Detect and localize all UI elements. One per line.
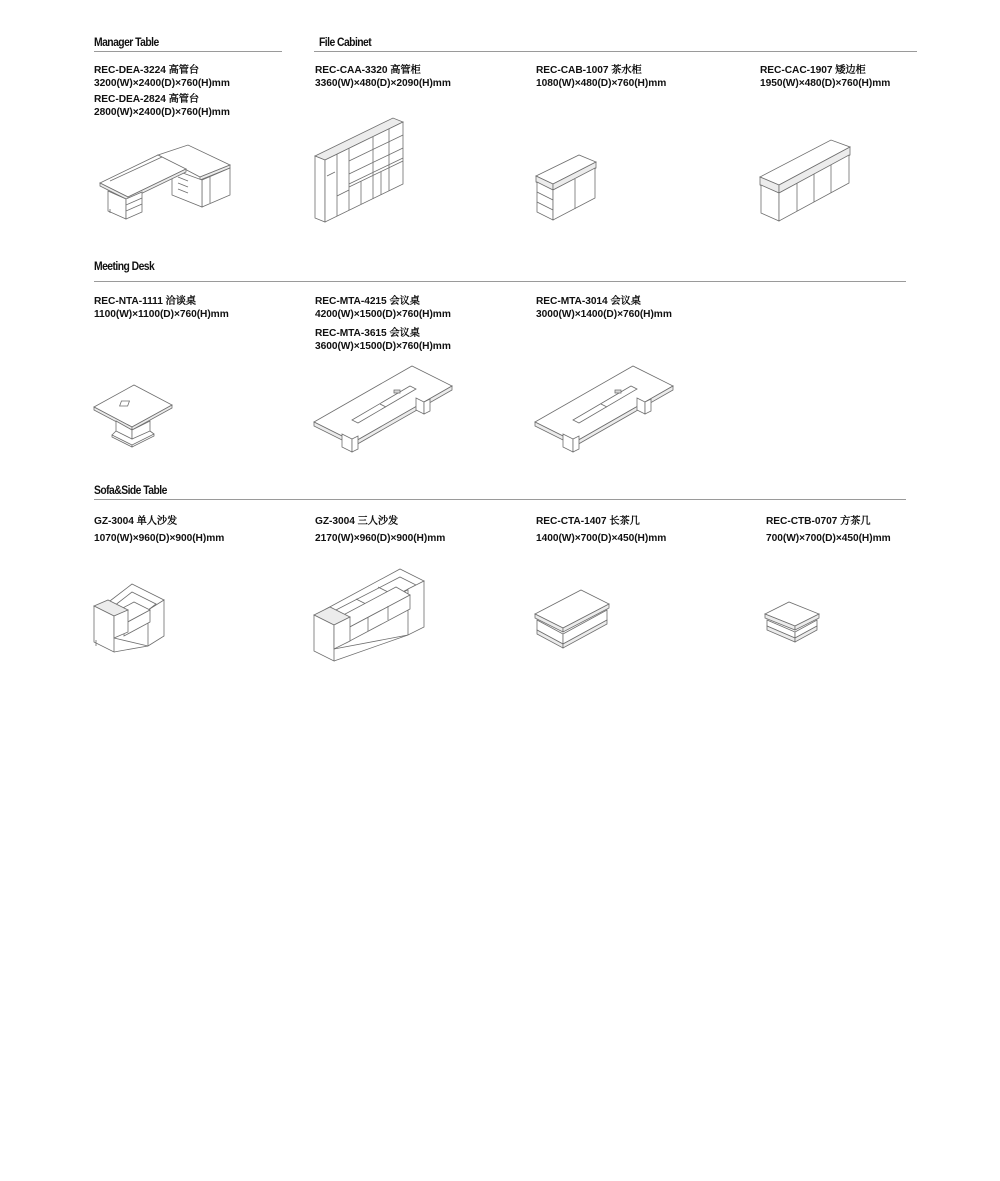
product-size: 1950(W)×480(D)×760(H)mm [760,78,891,89]
square-coffee-table-illustration [763,600,823,646]
product-code: GZ-3004 三人沙发 [315,516,399,527]
product-spec [536,295,672,321]
product-code: REC-CAC-1907 矮边柜 [760,65,866,76]
product-size: 1100(W)×1100(D)×760(H)mm [94,309,229,320]
long-coffee-table-illustration [533,588,613,652]
product-spec [315,513,445,547]
product-size: 4200(W)×1500(D)×760(H)mm [315,309,451,320]
product-spec [536,64,666,90]
file-cabinet-illustration [313,116,405,223]
product-spec [536,513,666,547]
product-size: 1400(W)×700(D)×450(H)mm [536,533,667,544]
section-title-meeting-desk: Meeting Desk [94,261,155,273]
product-code: REC-MTA-4215 会议桌 [315,296,420,307]
product-code: GZ-3004 单人沙发 [94,516,178,527]
tea-cabinet-illustration [533,152,599,222]
product-size: 3360(W)×480(D)×2090(H)mm [315,78,451,89]
product-code: REC-NTA-1111 洽谈桌 [94,296,197,307]
product-spec [315,64,451,90]
side-cabinet-illustration [757,137,853,223]
section-rule [94,499,906,500]
section-rule [314,51,917,52]
section-title-file-cabinet: File Cabinet [319,37,372,49]
product-code: REC-CTB-0707 方茶几 [766,516,871,527]
product-size: 3000(W)×1400(D)×760(H)mm [536,309,672,320]
discussion-table-illustration [92,383,174,449]
product-size: 1070(W)×960(D)×900(H)mm [94,533,225,544]
section-title-sofa-side-table: Sofa&Side Table [94,485,167,497]
product-size: 3600(W)×1500(D)×760(H)mm [315,341,451,352]
product-code: REC-MTA-3615 会议桌 [315,328,420,339]
product-spec [94,513,224,547]
single-sofa-illustration [92,582,168,654]
manager-desk-illustration [98,143,234,221]
section-rule [94,51,282,52]
product-code: REC-MTA-3014 会议桌 [536,296,641,307]
section-title-manager-table: Manager Table [94,37,159,49]
product-size: 1080(W)×480(D)×760(H)mm [536,78,667,89]
product-spec [766,513,891,547]
product-size: 700(W)×700(D)×450(H)mm [766,533,891,544]
product-spec [760,64,890,90]
product-code: REC-DEA-3224 高管台 [94,65,200,76]
product-code: REC-CAB-1007 茶水柜 [536,65,642,76]
product-spec [94,295,229,321]
meeting-table-illustration [533,364,675,452]
product-size: 2800(W)×2400(D)×760(H)mm [94,107,230,118]
product-size: 3200(W)×2400(D)×760(H)mm [94,78,230,89]
section-rule [94,281,906,282]
product-code: REC-DEA-2824 高管台 [94,94,200,105]
product-spec [94,64,230,119]
product-spec [315,295,451,353]
product-code: REC-CTA-1407 长茶几 [536,516,640,527]
product-size: 2170(W)×960(D)×900(H)mm [315,533,446,544]
meeting-table-illustration [312,364,454,452]
product-code: REC-CAA-3320 高管柜 [315,65,421,76]
three-seat-sofa-illustration [312,567,428,663]
